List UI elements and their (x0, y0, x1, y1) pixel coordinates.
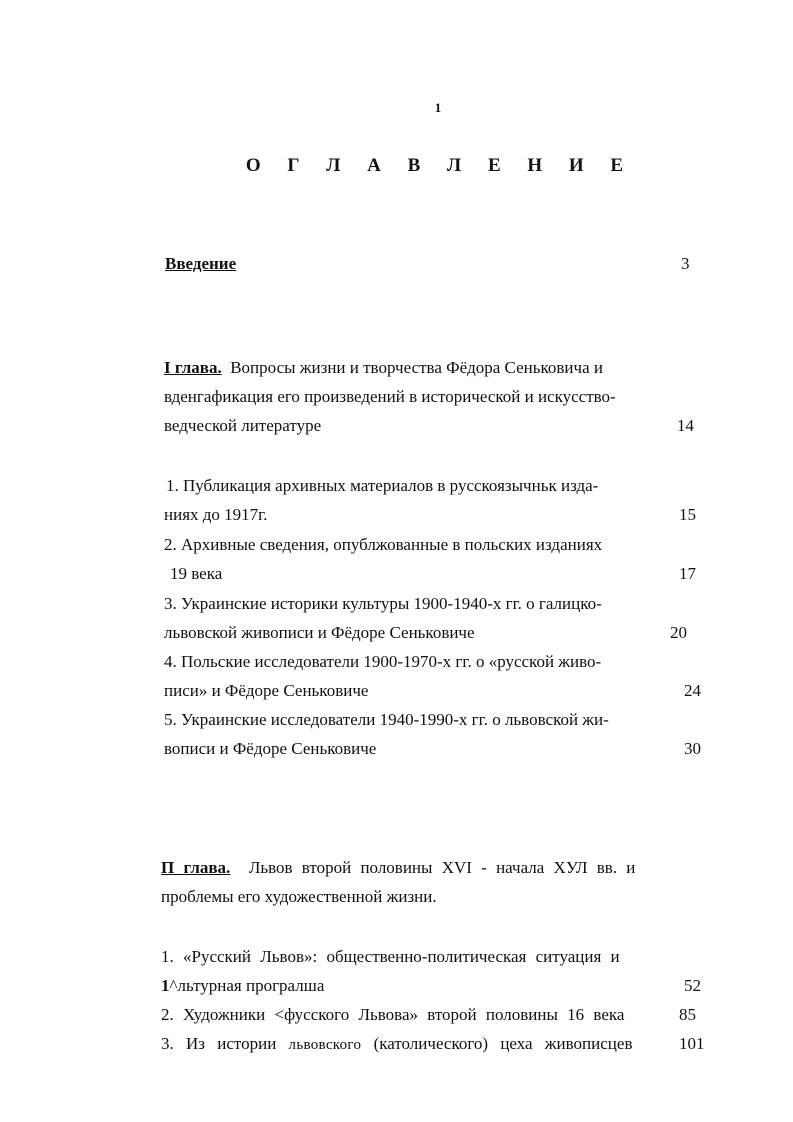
ch2-section-2-page: 85 (679, 1005, 696, 1024)
ch1-section-4-page: 24 (684, 681, 701, 700)
chapter1-heading (164, 358, 603, 378)
ch2-section-1-line2 (161, 976, 324, 996)
page-title: О Г Л А В Л Е Н И Е (245, 155, 635, 176)
ch2-section-1-line2-rest: ^льтурная програлша (169, 976, 325, 995)
ch1-section-2-page: 17 (679, 564, 696, 583)
ch1-section-5-page: 30 (684, 739, 701, 758)
ch1-section-4-line1: 4. Польские исследователи 1900-1970-х гг. о «русской живо- (164, 652, 602, 671)
intro-label: Введение (165, 254, 237, 273)
ch1-section-1-line1: 1. Публикация архивных материалов в русскоязычньк изда- (166, 476, 599, 495)
ch1-section-4-line2: писи» и Фёдоре Сеньковиче (164, 681, 369, 700)
chapter2-line1: Львов второй половины XVI - начала ХУЛ вв. и (248, 858, 636, 877)
ch1-section-3-line1: 3. Украинские историки культуры 1900-1940-х гг. о галицко- (164, 594, 602, 613)
ch1-section-1-line2: ниях до 1917г. (164, 505, 268, 524)
ch1-section-5-line1: 5. Украинские исследователи 1940-1990-х гг. о львовской жи- (164, 710, 609, 729)
ch2-section-1-line1: 1. «Русский Львов»: общественно-политическая ситуация и (161, 947, 620, 966)
ch2-section-3-part-c: (католического) цеха живописцев (373, 1034, 633, 1053)
ch2-section-3-part-a: 3. Из истории (161, 1034, 277, 1053)
chapter2-label: П глава. (161, 858, 231, 877)
chapter1-line3: ведческой литературе (164, 416, 322, 435)
chapter2-line2: проблемы его художественной жизни. (161, 887, 437, 906)
ch1-section-2-line2: 19 века (170, 564, 223, 583)
page-number: 1 (434, 100, 442, 115)
ch2-section-1-line2-prefix: 1 (161, 976, 170, 995)
ch1-section-5-line2: вописи и Фёдоре Сеньковиче (164, 739, 377, 758)
ch2-section-2-line1: 2. Художники <фусского Львова» второй половины 16 века (161, 1005, 625, 1024)
chapter2-heading (161, 858, 635, 878)
chapter1-page: 14 (677, 416, 694, 435)
ch2-section-3-page: 101 (679, 1034, 705, 1053)
ch1-section-3-page: 20 (670, 623, 687, 642)
ch1-section-2-line1: 2. Архивные сведения, опублжованные в польских изданиях (164, 535, 603, 554)
chapter1-label: I глава. (164, 358, 222, 377)
ch2-section-1-page: 52 (684, 976, 701, 995)
intro-page: 3 (681, 254, 690, 273)
chapter1-line2: вденгафикация его произведений в исторической и искусство- (164, 387, 616, 406)
chapter1-line1: Вопросы жизни и творчества Фёдора Сеньковича и (230, 358, 603, 377)
ch2-section-3-part-b: львовского (288, 1037, 362, 1053)
ch2-section-3-line1 (161, 1034, 632, 1054)
ch1-section-3-line2: львовской живописи и Фёдоре Сеньковиче (164, 623, 475, 642)
ch1-section-1-page: 15 (679, 505, 696, 524)
